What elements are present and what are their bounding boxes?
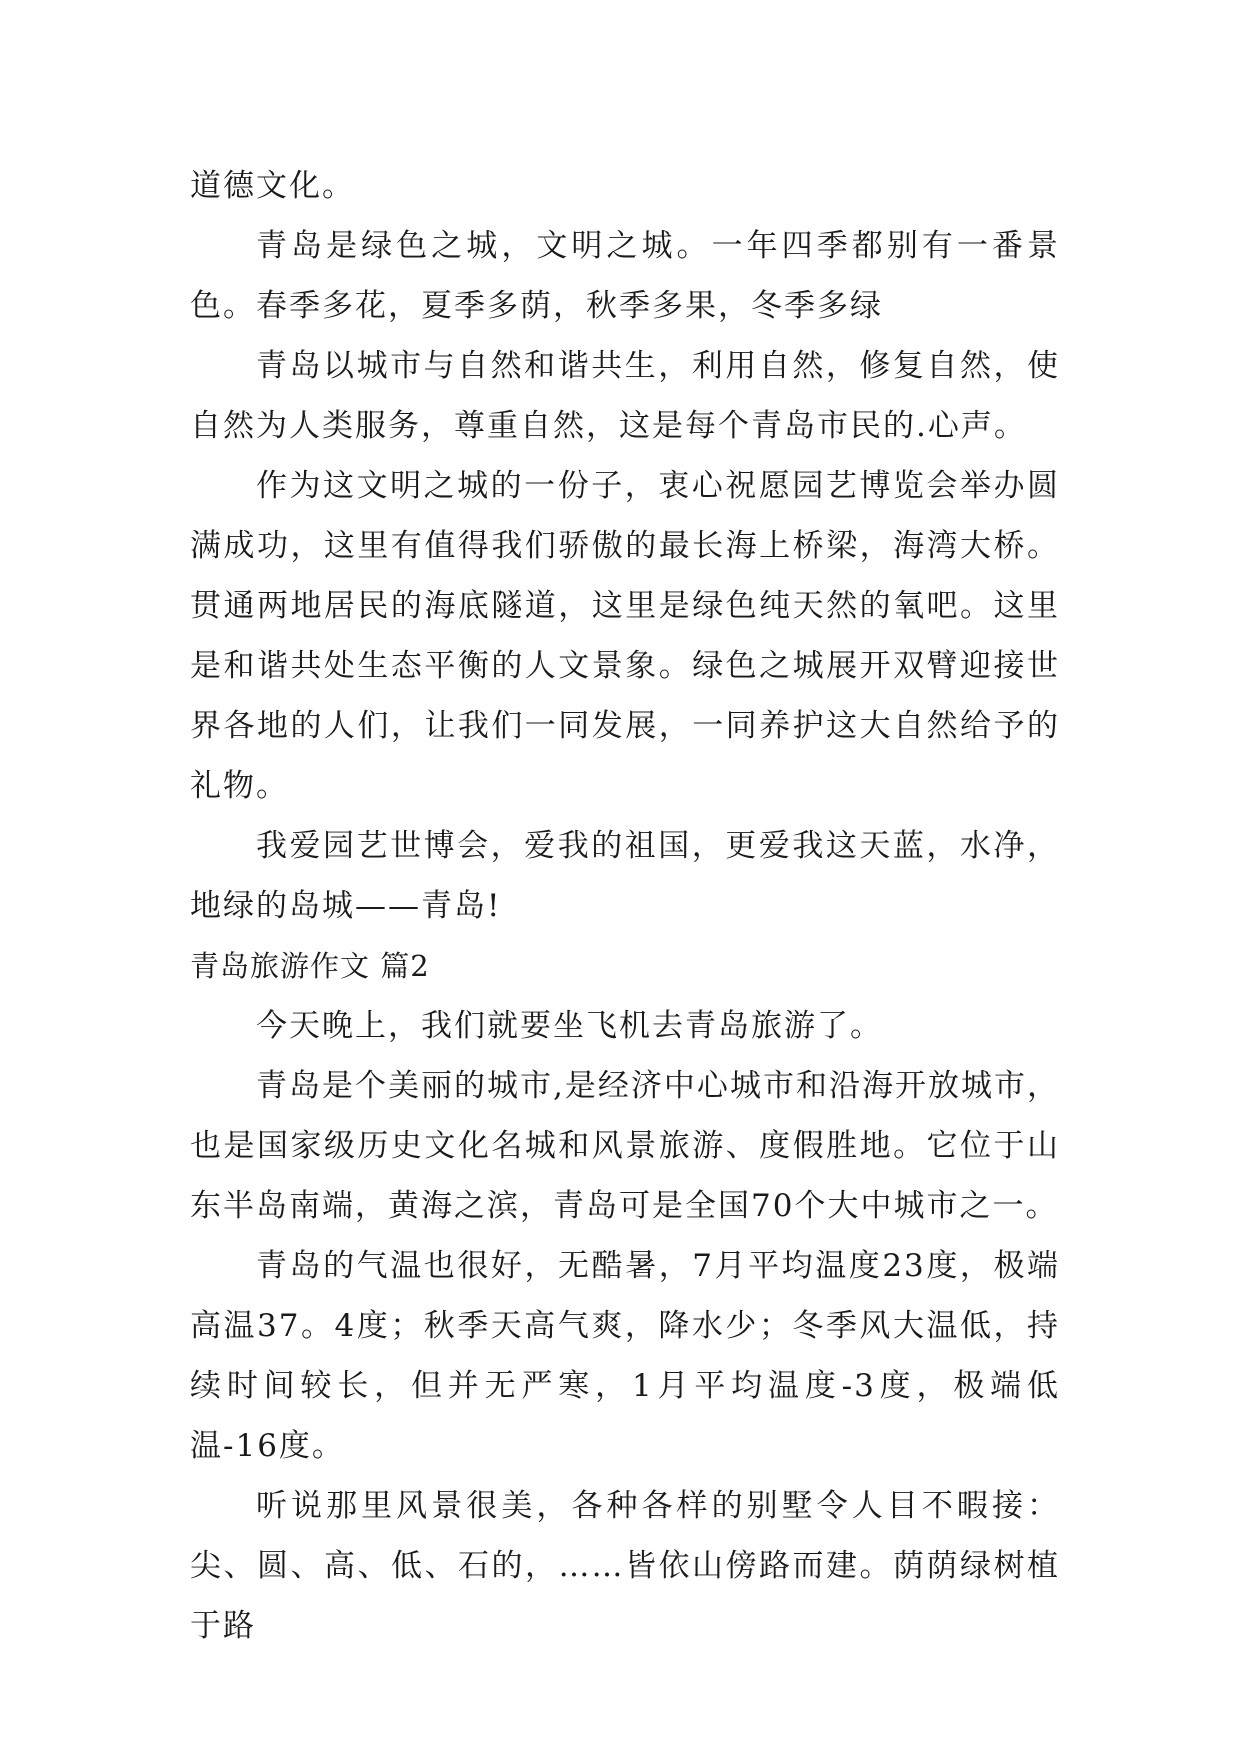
paragraph: 青岛是绿色之城，文明之城。一年四季都别有一番景色。春季多花，夏季多荫，秋季多果，冬季多绿 <box>190 228 1060 324</box>
paragraph: 道德文化。 <box>190 168 355 204</box>
paragraph: 听说那里风景很美，各种各样的别墅令人目不暇接：尖、圆、高、低、石的，……皆依山傍路而建。荫荫绿树植于路 <box>190 1488 1060 1644</box>
paragraph: 作为这文明之城的一份子，衷心祝愿园艺博览会举办圆满成功，这里有值得我们骄傲的最长海上桥梁，海湾大桥。贯通两地居民的海底隧道，这里是绿色纯天然的氧吧。这里是和谐共处生态平衡的人文景象。绿色之城展开双臂迎接世界各地的人们，让我们一同发展，一同养护这大自然给予的礼物。 <box>190 468 1060 804</box>
paragraph: 青岛是个美丽的城市,是经济中心城市和沿海开放城市，也是国家级历史文化名城和风景旅游、度假胜地。它位于山东半岛南端，黄海之滨，青岛可是全国70个大中城市之一。 <box>190 1068 1060 1224</box>
paragraph: 青岛以城市与自然和谐共生，利用自然，修复自然，使自然为人类服务，尊重自然，这是每个青岛市民的.心声。 <box>190 348 1060 444</box>
paragraph: 青岛的气温也很好，无酷暑，7月平均温度23度，极端高温37。4度；秋季天高气爽，降水少；冬季风大温低，持续时间较长，但并无严寒，1月平均温度-3度，极端低温-16度。 <box>190 1248 1060 1464</box>
paragraph: 今天晚上，我们就要坐飞机去青岛旅游了。 <box>256 1008 883 1044</box>
document-body <box>190 156 1060 1656</box>
section-heading: 青岛旅游作文 篇2 <box>190 949 430 983</box>
paragraph: 我爱园艺世博会，爱我的祖国，更爱我这天蓝，水净，地绿的岛城——青岛! <box>190 828 1060 924</box>
